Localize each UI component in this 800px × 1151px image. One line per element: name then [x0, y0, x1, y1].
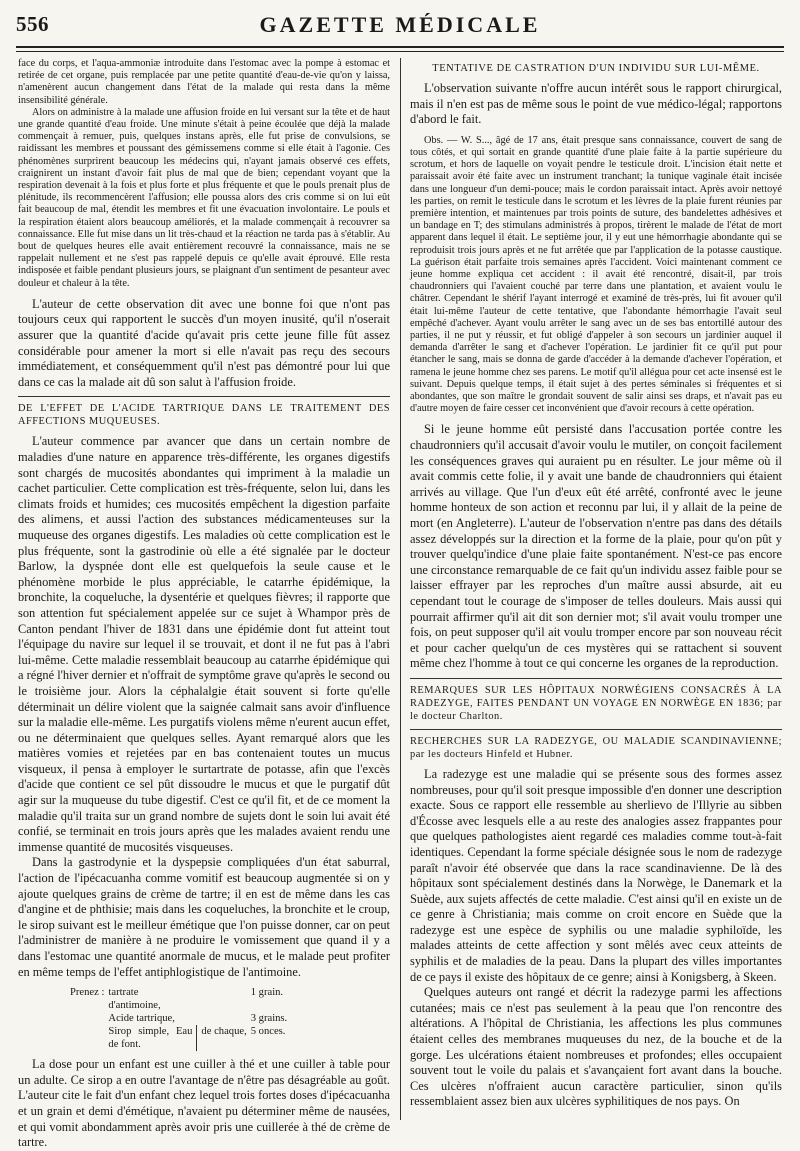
article-heading-radezyge-remarks: REMARQUES SUR LES HÔPITAUX NORWÉGIENS CONSACRÉS À LA RADEZYGE, FAITES PENDANT UN VOYAGE EN NORWÈGE EN 1836; par le docteur Charlton. [410, 684, 782, 722]
recipe-item-qty: 5 onces. [250, 1026, 286, 1038]
columns [16, 58, 784, 1150]
recipe-item-name: tartrate d'antimoine, [108, 987, 161, 1012]
recipe-item-qty: 1 grain. [250, 987, 284, 999]
author-comment: L'auteur de cette observation dit avec une bonne foi que n'ont pas toujours ceux qui rapportent le succès d'un moyen inusité, qu'il n'oserait assurer que la quantité d'acide qu'avait pris cette jeune fille fût assez considérable pour amener la mort si elle n'avait pas reçu des secours immédiatement, et conséquemment qu'il n'est pas démontré pour lui que dans ce cas la malade ait dû son salut à l'affusion froide. [18, 296, 390, 389]
body-paragraph: Dans la gastrodynie et la dyspepsie compliquées d'un état saburral, l'action de l'ipécacuanha comme vomitif est beaucoup augmentée si on y ajoute quelques grains de crème de tartre; il en est de même dans les cas d'angine et de phthisie; mais dans les coqueluches, la bronchite et le croup, le sirop suivant est le meilleur émétique que l'on puisse donner, car on peut l'administrer de manière à ne produire le vomissement que quand il y a dans l'estomac une quantité anormale de mucus, et le malade peut profiter en même temps de l'effet antiphlogistique de l'antimoine. [18, 855, 390, 979]
article-intro: L'observation suivante n'offre aucun intérêt sous le rapport chirurgical, mais il n'en est pas de même sous le point de vue médico-légal; rapportons d'abord le fait. [410, 81, 782, 127]
body-paragraph: Quelques auteurs ont rangé et décrit la radezyge parmi les affections cutanées; mais ce n'est pas seulement à la peau que l'on rencontre des altérations. A l'hôpital de Christiania, les affections les plus communes étaient celles des membranes muqueuses du nez, de la bouche et de la gorge. Les ulcérations étaient nombreuses et profondes; elles occupaient souvent tout le voile du palais et s'avançaient fort avant dans la bouche. Ces ulcères n'offraient aucun caractère particulier, sinon qu'ils ressemblaient assez bien aux ulcères syphilitiques de nos pays. On [410, 985, 782, 1109]
body-paragraph: La radezyge est une maladie qui se présente sous des formes assez nombreuses, pour qu'il soit presque impossible d'en donner une description exacte. Sous ce rapport elle ressemble au sherlievo de l'Illyrie au sibben d'Écosse avec lesquels elle a au reste des analogies assez frappantes pour que quelques pathologistes aient regardé ces maladies comme tout-à-fait identiques. Cependant la forme spéciale désignée sous le nom de radezyge paraît n'avoir été observée que dans la race scandinavienne. De là des hôpitaux sont spécialement destinés dans la Norwège, le Danemark et la Suède, aux sujets affectés de cette maladie. C'est ainsi qu'il en existe un de ce genre à Christiania; mais comme on croit encore en Suède que la radezyge est une espèce de syphilis ou une maladie syphiloïde, les malades atteints de cette affection y sont mêlés avec ceux atteints de syphilis et de maladies de la peau. Dans la plupart des villes importantes de ce pays il existe des hôpitaux de ce genre; ainsi à Konigsberg, à Skeen. [410, 766, 782, 984]
article-heading-castration: TENTATIVE DE CASTRATION D'UN INDIVIDU SUR LUI-MÊME. [432, 63, 760, 74]
body-paragraph: L'auteur commence par avancer que dans un certain nombre de maladies d'une nature en apparence très-différente, les organes digestifs sont chargés de mucosités abondantes qui impriment à la maladie un cachet particulier. Cette complication est très-fréquente, selon lui, dans les climats froids et humides; ces mucosités empêchent la digestion parfaite des alimens, et aussi l'action des substances médicamenteuses sur la muqueuse des organes digestifs. Les maladies où cette complication est le plus fréquente, sont la gastrodinie où elle a été signalée par le docteur Barlow, la dyspnée dont elle est quelquefois la seule cause et le phénomène morbide le plus appréciable, le catarrhe épidémique, la bronchite, la coqueluche, la dysentérie et quelques fièvres; il rapporte que son attention fut spécialement appelée sur ce sujet à Whampor près de Canton pendant l'hiver de 1831 dans une épidémie dont fut atteint tout l'équipage du navire sur lequel il se trouvait, et dont il ne fut pas à l'abri lui-même. Cette maladie ressemblait beaucoup au catarrhe épidémique qui a régné l'hiver dernier et n'offrait de symptôme grave qu'après le second ou le troisième jour. Alors la céphalalgie était souvent si forte qu'elle déterminait un délire violent que la saignée calmait sans avoir d'influence sur la maladie elle-même. Les purgatifs violens même n'eurent aucun effet, ou ne déterminaient que quelques selles. Ayant remarqué alors que les matières vomies et rejetées par en bas contenaient toutes un mucus visqueux, il pensa à employer le surtartrate de potasse, afin que l'excès d'acide que contient ce sel pût dissoudre le mucus et que le purgatif dût agir sur la muqueuse du tube digestif. C'est ce qu'il fit, et de ce moment la maladie qu'il traita sur un grand nombre de sujets dont le soin lui avait été confié, se terminait en trois jours après que les malades avaient rendu une immense quantité de mucosités visqueuses. [18, 434, 390, 854]
masthead [16, 12, 784, 42]
case-paragraph: Alors on administre à la malade une affusion froide en lui versant sur la tête et de haut une grande quantité d'eau froide. Une minute s'était à peine écoulée que déjà la malade commençait à remuer, puis, quelques instans après, elle fut prise de convulsions, se raidissant les membres et poussant des gémissemens comme si elle était à l'agonie. Ces phénomènes surprirent beaucoup les médecins qui, n'ayant jamais observé ces effets, craignirent un instant d'avoir fait plus de mal que de bien; cependant voyant que la respiration devenait à la fois et plus forte et plus fréquente et que le pouls prenait plus de plénitude, ils recommencèrent l'affusion; elle poussa alors des cris comme si on lui eût fait beaucoup de mal, étendit les membres et fit une évacuation involontaire. Le pouls et la respiration étaient alors beaucoup améliorés, et la malade commençait à recouvrer sa connaissance. Elle fut mise dans un lit très-chaud et la réaction ne tarda pas à s'établir. Au bout de quelques heures elle avait entièrement recouvré la connaissance, mais ne se rappelait nullement et ne s'est pas rappelé depuis ce qu'elle avait éprouvé. Elle resta indisposée et faible pendant plusieurs jours, se plaignant d'un sentiment de pesanteur avec douleur et chaleur à la tête. [18, 106, 390, 289]
recipe [70, 986, 390, 1051]
newspaper-page [16, 12, 784, 1150]
header-rule-thin [16, 51, 784, 52]
dose-paragraph: La dose pour un enfant est une cuiller à thé et une cuiller à table pour un adulte. Ce sirop a en outre l'avantage de n'être pas désagréable au goût. L'auteur cite le fait d'un enfant chez lequel trois fortes doses d'ipécacuanha et un grain et demi d'émétique, n'avaient pu déterminer même de nausées, et qui vomit abondamment après avoir pris une cuillerée à thé de crème de tartre. [18, 1057, 390, 1150]
article-comment: Si le jeune homme eût persisté dans l'accusation portée contre les chaudronniers qu'il accusait d'avoir voulu le mutiler, on conçoit facilement les conséquences graves qui auraient pu en résulter. Le jour même où il avait commis cette folie, il y avait une bande de chaudronniers qui étaient arrivés au village. Que l'un d'eux eût été arrêté, confronté avec le jeune homme honteux de son action et reconnu par lui, il y allait de la peine de mort (en Angleterre). L'auteur de l'observation n'entre pas dans des détails assez développés sur la direction et la forme de la plaie, pour qu'on pût y trouver quelqu'indice d'une plaie faite spontanément. N'est-ce pas encore une circonstance remarquable de ce fait qu'un individu assez faible pour se laisser effrayer par les reproches d'un maître aussi absurde, ait eu cependant tout le courage de s'imposer de telles douleurs. Mais aussi qui pourrait affirmer qu'il ait dit son dernier mot; s'il avait voulu tromper une fois, on peut supposer qu'il ait voulu tromper encore par son nouveau récit et pour cacher quelqu'un de ces mystères qui se rattachent si souvent même chez l'homme à tout ce qui concerne les organes de la reproduction. [410, 422, 782, 671]
section-separator [410, 678, 782, 679]
section-separator [18, 396, 390, 397]
recipe-brace-label: de chaque, [197, 1025, 251, 1051]
page-number: 556 [16, 12, 49, 36]
column-divider [400, 58, 401, 1120]
recipe-item-name: Acide tartrique, [108, 1013, 175, 1025]
article-heading-radezyge-research: RECHERCHES SUR LA RADEZYGE, OU MALADIE SCANDINAVIENNE; par les docteurs Hinfeld et Hubner. [410, 735, 782, 760]
case-paragraph: face du corps, et l'aqua-ammoniæ introduite dans l'estomac avec la pompe à estomac et retirée de cet organe, puis remplacée par une petite quantité d'eau-de-vie qu'on y laissa, n'amenèrent aucun changement dans l'état de la malade qui resta dans la même insensibilité générale. [18, 58, 390, 106]
header-rule-thick [16, 46, 784, 48]
recipe-item-name: Sirop simple, Eau de font. [108, 1026, 193, 1051]
recipe-prenez: Prenez : [70, 987, 105, 999]
section-heading: DE L'EFFET DE L'ACIDE TARTRIQUE DANS LE TRAITEMENT DES AFFECTIONS MUQUEUSES. [18, 403, 390, 428]
journal-title: GAZETTE MÉDICALE [259, 12, 541, 37]
recipe-item-qty: 3 grains. [250, 1013, 288, 1025]
section-separator [410, 729, 782, 730]
observation-paragraph: Obs. — W. S..., âgé de 17 ans, était presque sans connaissance, couvert de sang de tous côtés, et qui sortait en grande quantité d'une plaie faite à la partie supérieure du scrotum, et hors de laquelle on voyait pendre le testicule droit. L'incision était nette et paraissait avoir été faite avec un instrument tranchant; la tunique vaginale était incisée dans une longueur d'un demi-pouce; mais le cordon paraissait intact. Après avoir nettoyé les parties, on remit le testicule dans le scrotum et les lèvres de la plaie furent réunies par première intention, et maintenues par trois points de suture, des bandelettes adhésives et un bandage en T; des stimulans administrés à propos, tirèrent le malade de l'état de mort apparent dans lequel il était. Le septième jour, il y eut une hémorrhagie abondante qui se reproduisit trois jours après et ne fut arrêtée que par l'application de la potasse caustique. La guérison était parfaite trois semaines après l'accident. Voici maintenant comment ce jeune homme expliqua cet accident : il avait été rencontré, disait-il, par trois chaudronniers qui l'avaient couché par terre dans une plantation, et avaient voulu le châtrer. Cependant le shérif l'ayant interrogé et examiné de très-près, lui fit avouer qu'il était lui-même l'auteur de cette tentative, que l'abondante hémorrhagie l'avait seul empêché d'achever. Ayant voulu arrêter le sang avec un de ses bas entortillé autour des parties, il ne put y réussir, et fut obligé d'appeler à son secours un jardinier auquel il demanda d'arrêter le sang et d'achever l'opération. Le jardinier fit ce qu'il put pour étancher le sang, mais se donna de garde d'accéder à la demande d'achever l'opération, et ramena le jeune homme chez ses parens. Le motif qu'il allégua pour cet acte insensé est le suivant. Depuis quelque temps, il était sujet à des pertes séminales si fréquentes et si abondantes, que son maître le grondait souvent de salir ainsi ses draps, et n'avait pas eu d'autre moyen de faire cesser cet inconvénient que d'avoir recours à cette opération. [410, 134, 782, 415]
right-column [410, 58, 782, 1120]
left-column [18, 58, 390, 1150]
